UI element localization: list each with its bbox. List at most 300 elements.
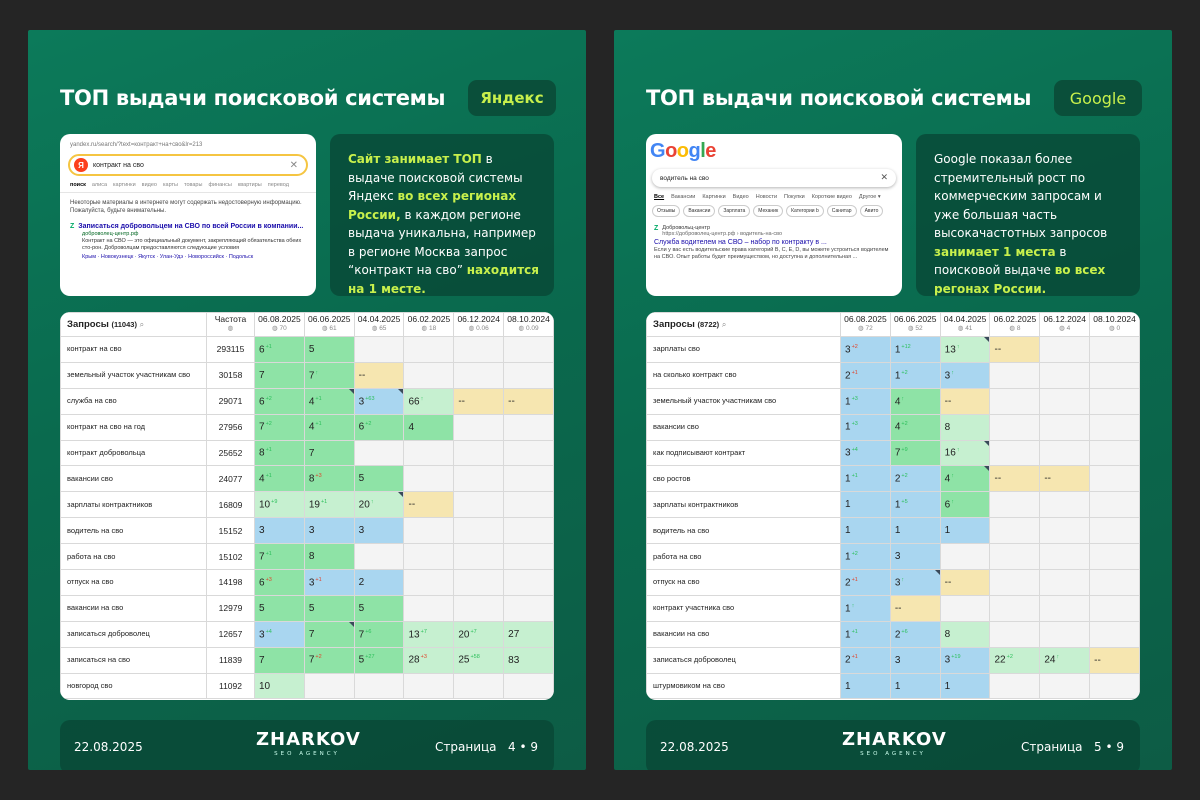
position-cell xyxy=(1040,414,1090,440)
description-text: Google показал более стремительный рост по коммерческим запросам и уже большая часть высокачастотных запросов xyxy=(934,152,1108,240)
engine-badge-yandex: Яндекс xyxy=(468,80,556,116)
query-cell: работа на сво xyxy=(61,544,207,570)
visibility-value: ◍ 52 xyxy=(907,325,923,332)
visibility-value: ◍ 8 xyxy=(1009,325,1021,332)
engine-badge-google: Google xyxy=(1054,80,1142,116)
position-cell xyxy=(841,440,891,466)
position-change: +3 xyxy=(315,473,322,480)
query-cell: контракт участника сво xyxy=(647,595,841,621)
description-text: в каждом регионе выдача уникальна, например в регионе Москва запрос “контракт на сво” xyxy=(348,207,536,277)
position-cell xyxy=(404,544,454,570)
serp-tab: Короткие видео xyxy=(811,194,852,200)
table-row xyxy=(61,414,554,440)
position-cell xyxy=(990,673,1040,699)
position-cell xyxy=(304,337,354,363)
table-body xyxy=(61,337,554,699)
position-value: -- xyxy=(944,576,952,588)
date-label: 06.06.2025 xyxy=(307,314,351,324)
position-value: 25 xyxy=(458,654,470,666)
logo-text: ZHARKOV xyxy=(842,729,947,750)
position-cell xyxy=(354,414,404,440)
visibility-value: ◍ 72 xyxy=(858,325,873,332)
serp-query: водитель на сво xyxy=(660,174,709,182)
position-cell xyxy=(304,518,354,544)
position-value: -- xyxy=(358,369,366,381)
position-value: 7 xyxy=(308,370,315,381)
position-cell xyxy=(940,673,990,699)
position-value: -- xyxy=(508,395,515,407)
position-value: 7 xyxy=(259,551,265,563)
position-cell xyxy=(255,595,305,621)
position-change: ↑ xyxy=(951,499,954,506)
position-cell xyxy=(990,647,1040,673)
position-cell xyxy=(1090,621,1140,647)
visibility-value: ◍ 0 xyxy=(1109,325,1121,332)
position-change: +9 xyxy=(271,499,278,506)
table-row xyxy=(61,621,554,647)
position-change: +7 xyxy=(470,628,477,635)
position-value: 4 xyxy=(308,421,315,433)
date-label: 04.04.2025 xyxy=(943,314,987,324)
query-cell: отпуск на сво xyxy=(61,570,207,596)
query-cell: водитель на сво xyxy=(61,518,207,544)
page-separator: • xyxy=(1105,740,1113,754)
position-value: 1 xyxy=(845,421,851,433)
position-change: +1 xyxy=(320,499,328,506)
position-cell xyxy=(890,570,940,596)
position-value: 2 xyxy=(894,628,901,640)
date-label: 06.12.2024 xyxy=(1043,314,1086,324)
result-title-text: Записаться добровольцем на СВО по всей России в компании... xyxy=(78,223,304,230)
queries-count: (11043) xyxy=(111,320,137,329)
position-change: ↑ xyxy=(1056,654,1060,661)
position-value: 8 xyxy=(308,473,315,485)
position-cell xyxy=(454,362,504,388)
frequency-cell: 30158 xyxy=(207,362,255,388)
page-number: 4 xyxy=(507,740,516,754)
position-change: +6 xyxy=(901,628,908,635)
serp-chip: Зарплата xyxy=(718,205,750,217)
zharkov-logo xyxy=(842,729,947,757)
position-change: ↑ xyxy=(851,602,855,609)
position-value: 2 xyxy=(845,577,851,589)
position-change: +2 xyxy=(365,421,372,428)
position-cell xyxy=(1090,647,1140,673)
date-header xyxy=(990,313,1040,337)
position-cell xyxy=(940,544,990,570)
position-cell xyxy=(255,440,305,466)
position-value: 4 xyxy=(944,473,951,485)
position-value: 3 xyxy=(259,628,265,640)
position-cell xyxy=(354,673,404,699)
position-value: -- xyxy=(458,395,465,407)
query-cell: вакансии сво xyxy=(647,414,841,440)
position-cell xyxy=(504,466,554,492)
position-value: 3 xyxy=(845,447,851,459)
report-date: 22.08.2025 xyxy=(660,740,729,754)
serp-result-links: Крым · Новокузнецк · Якутск · Улан-Удэ · Новороссийск · Подольск xyxy=(82,254,254,260)
position-cell xyxy=(454,492,504,518)
date-label: 06.02.2025 xyxy=(407,314,451,324)
highlight-text: во всех регонах России. xyxy=(934,263,1106,296)
table-row xyxy=(61,595,554,621)
position-cell xyxy=(990,414,1040,440)
position-value: 3 xyxy=(894,551,901,563)
position-cell xyxy=(404,440,454,466)
position-change: +1 xyxy=(851,576,858,583)
position-value: 7 xyxy=(308,447,315,459)
position-value: 4 xyxy=(308,395,315,407)
position-value: 7 xyxy=(259,654,265,666)
query-cell: работа на сво xyxy=(647,544,841,570)
position-cell xyxy=(1040,440,1090,466)
position-change: +3 xyxy=(851,421,858,428)
position-value: 20 xyxy=(358,499,370,511)
position-value: 7 xyxy=(308,654,315,666)
position-value: 1 xyxy=(845,680,851,692)
position-value: 4 xyxy=(408,421,415,433)
position-cell xyxy=(304,362,354,388)
serp-result-title xyxy=(60,215,316,230)
yandex-logo-icon: Я xyxy=(74,158,88,172)
position-value: 1 xyxy=(845,525,851,537)
visibility-value: ◍ 0.06 xyxy=(468,325,489,332)
position-value: 5 xyxy=(358,602,365,614)
page-title: ТОП выдачи поисковой системы xyxy=(646,86,1032,110)
position-value: 28 xyxy=(408,654,420,666)
frequency-cell: 29071 xyxy=(207,388,255,414)
serp-tab: карты xyxy=(163,182,178,188)
position-change: +2 xyxy=(1006,654,1013,661)
position-cell xyxy=(304,414,354,440)
table-row xyxy=(61,466,554,492)
table-row xyxy=(61,337,554,363)
position-change: +5 xyxy=(901,499,908,506)
position-cell xyxy=(841,466,891,492)
serp-warning-note: Некоторые материалы в интернете могут содержать недостоверную информацию. Пожалуйста, будьте внимательны. xyxy=(70,200,302,214)
position-cell xyxy=(841,492,891,518)
table-row xyxy=(61,647,554,673)
position-cell xyxy=(354,388,404,414)
page-title: ТОП выдачи поисковой системы xyxy=(60,86,446,110)
visibility-value: ◍ 70 xyxy=(272,325,287,332)
frequency-cell: 24077 xyxy=(207,466,255,492)
position-cell xyxy=(890,466,940,492)
frequency-header xyxy=(207,313,255,337)
serp-tab: Все xyxy=(654,194,665,200)
position-value: 5 xyxy=(358,473,365,485)
position-value: 7 xyxy=(308,628,315,640)
date-header xyxy=(841,313,891,337)
position-cell xyxy=(504,621,554,647)
search-icon[interactable]: ⌕ xyxy=(139,320,145,329)
clear-icon: ✕ xyxy=(880,172,888,182)
frequency-cell: 11092 xyxy=(207,673,255,699)
position-cell xyxy=(841,673,891,699)
position-cell xyxy=(404,466,454,492)
position-value: 3 xyxy=(944,654,951,666)
position-change: +3 xyxy=(420,654,427,661)
queries-header xyxy=(647,313,841,337)
position-value: 8 xyxy=(308,551,315,563)
page-footer xyxy=(60,720,554,770)
visibility-value: ◍ 61 xyxy=(321,325,337,332)
position-change: +3 xyxy=(851,395,858,402)
queries-count: (8722) xyxy=(697,320,720,329)
position-cell xyxy=(940,337,990,363)
position-change: +4 xyxy=(851,447,858,454)
position-change: +2 xyxy=(851,343,858,350)
position-change: +7 xyxy=(420,628,427,635)
table-row xyxy=(61,440,554,466)
position-cell xyxy=(255,414,305,440)
position-cell xyxy=(504,544,554,570)
position-cell xyxy=(454,414,504,440)
position-cell xyxy=(354,544,404,570)
table-body xyxy=(647,337,1140,699)
table-row xyxy=(647,337,1140,363)
frequency-cell: 11839 xyxy=(207,647,255,673)
serp-tab: поиск xyxy=(70,182,86,188)
query-cell: записаться доброволец xyxy=(61,621,207,647)
logo-subtitle: SEO AGENCY xyxy=(860,751,926,757)
serp-tab: Вакансии xyxy=(671,194,696,200)
serp-tab: финансы xyxy=(208,182,232,188)
position-cell xyxy=(404,362,454,388)
position-change: +1 xyxy=(851,369,858,376)
query-cell: как подписывают контракт xyxy=(647,440,841,466)
serp-chip: Отзывы xyxy=(652,205,680,217)
serp-tab: квартиры xyxy=(237,182,262,188)
page-label: Страница xyxy=(435,740,497,754)
visibility-value: ◍ 18 xyxy=(421,325,437,332)
position-cell xyxy=(1040,621,1090,647)
position-value: 6 xyxy=(259,344,265,356)
position-value: 7 xyxy=(259,421,265,433)
position-cell xyxy=(255,518,305,544)
position-cell xyxy=(404,595,454,621)
position-value: 7 xyxy=(894,447,901,459)
position-change: +2 xyxy=(265,395,272,402)
frequency-cell: 14198 xyxy=(207,570,255,596)
position-value: 5 xyxy=(308,343,315,355)
position-cell xyxy=(990,570,1040,596)
position-cell xyxy=(841,362,891,388)
position-cell xyxy=(404,492,454,518)
position-cell xyxy=(304,570,354,596)
table-row xyxy=(647,414,1140,440)
position-cell xyxy=(990,595,1040,621)
position-cell xyxy=(454,544,504,570)
position-cell xyxy=(304,673,354,699)
page-footer xyxy=(646,720,1140,770)
table-row xyxy=(647,595,1140,621)
position-value: 3 xyxy=(259,525,265,537)
search-icon[interactable]: ⌕ xyxy=(721,320,727,329)
query-cell: контракт на сво xyxy=(61,337,207,363)
position-cell xyxy=(940,388,990,414)
position-change: ↑ xyxy=(951,473,954,480)
position-cell xyxy=(354,362,404,388)
position-change: ↑ xyxy=(956,343,960,350)
position-cell xyxy=(890,440,940,466)
page-separator: • xyxy=(519,740,527,754)
position-value: 6 xyxy=(358,421,365,433)
position-cell xyxy=(841,570,891,596)
page-total: 9 xyxy=(530,740,538,754)
position-cell xyxy=(890,647,940,673)
position-change: +2 xyxy=(901,473,908,480)
description-text: в поисковой выдаче xyxy=(934,244,1067,277)
queries-header xyxy=(61,313,207,337)
position-cell xyxy=(304,492,354,518)
table-row xyxy=(647,570,1140,596)
date-label: 04.04.2025 xyxy=(357,314,401,324)
date-header xyxy=(504,313,554,337)
position-cell xyxy=(1040,362,1090,388)
date-header xyxy=(1090,313,1140,337)
google-serp-screenshot xyxy=(646,134,902,296)
position-cell xyxy=(304,595,354,621)
date-label: 06.12.2024 xyxy=(457,314,500,324)
table-row xyxy=(647,544,1140,570)
position-cell xyxy=(890,362,940,388)
position-cell xyxy=(504,362,554,388)
position-cell xyxy=(940,570,990,596)
query-cell: служба на сво xyxy=(61,388,207,414)
serp-result-title: Служба водителем на СВО – набор по контракту в ... xyxy=(654,239,827,246)
table-row xyxy=(647,647,1140,673)
position-change: ↑ xyxy=(956,447,960,454)
position-cell xyxy=(940,621,990,647)
position-change: +63 xyxy=(365,395,375,402)
position-cell xyxy=(940,440,990,466)
position-cell xyxy=(255,673,305,699)
result-site-name: Добровольц-центр xyxy=(662,225,711,231)
position-change: ↑ xyxy=(901,576,905,583)
serp-query: контракт на сво xyxy=(93,161,144,169)
position-change: +1 xyxy=(265,550,272,557)
serp-chip: Механик xyxy=(753,205,783,217)
position-value: 83 xyxy=(508,654,520,666)
query-cell: зарплаты контрактников xyxy=(647,492,841,518)
table-row xyxy=(647,492,1140,518)
position-cell xyxy=(1040,570,1090,596)
position-cell xyxy=(504,595,554,621)
position-value: 13 xyxy=(944,344,956,356)
position-value: -- xyxy=(994,473,1002,485)
frequency-cell: 12979 xyxy=(207,595,255,621)
position-cell xyxy=(404,337,454,363)
table-row xyxy=(647,362,1140,388)
frequency-cell: 293115 xyxy=(207,337,255,363)
position-change: +2 xyxy=(265,421,272,428)
position-cell xyxy=(255,492,305,518)
page-number: 5 xyxy=(1093,740,1102,754)
visibility-value: ◍ 41 xyxy=(957,325,973,332)
position-value: 3 xyxy=(358,395,365,407)
highlight-text: Сайт занимает ТОП xyxy=(348,152,482,166)
frequency-cell: 12657 xyxy=(207,621,255,647)
position-value: 13 xyxy=(408,628,420,640)
position-value: 1 xyxy=(845,395,851,407)
position-change: +2 xyxy=(901,421,908,428)
position-cell xyxy=(890,673,940,699)
position-cell xyxy=(404,673,454,699)
position-cell xyxy=(354,466,404,492)
position-cell xyxy=(841,337,891,363)
position-cell xyxy=(990,466,1040,492)
query-cell: контракт на сво на год xyxy=(61,414,207,440)
position-value: 2 xyxy=(845,654,851,666)
site-favicon-icon: Z xyxy=(654,225,659,232)
position-change: +2 xyxy=(901,369,908,376)
table-row xyxy=(647,440,1140,466)
serp-chip: Санитар xyxy=(827,205,857,217)
description-box xyxy=(916,134,1140,296)
table-row xyxy=(647,621,1140,647)
date-header xyxy=(404,313,454,337)
position-cell xyxy=(890,595,940,621)
serp-tab: Видео xyxy=(732,194,749,200)
position-value: -- xyxy=(894,602,902,614)
position-change: +27 xyxy=(365,654,375,661)
position-value: 7 xyxy=(358,628,365,640)
position-cell xyxy=(454,595,504,621)
position-cell xyxy=(354,621,404,647)
google-logo: Google xyxy=(650,140,716,162)
position-cell xyxy=(504,570,554,596)
report-page-google xyxy=(614,30,1172,770)
position-cell xyxy=(304,466,354,492)
table-row xyxy=(61,362,554,388)
position-change: ↑ xyxy=(315,369,319,376)
position-cell xyxy=(354,337,404,363)
position-cell xyxy=(841,621,891,647)
position-change: ↑ xyxy=(951,369,954,376)
position-value: 6 xyxy=(259,395,265,407)
frequency-cell: 27956 xyxy=(207,414,255,440)
table-row xyxy=(61,673,554,699)
serp-tab: картинки xyxy=(113,182,136,188)
position-cell xyxy=(454,673,504,699)
position-cell xyxy=(1090,544,1140,570)
description-box xyxy=(330,134,554,296)
position-change: +1 xyxy=(265,473,272,480)
position-value: 1 xyxy=(894,680,901,692)
serp-chip: Авито xyxy=(860,205,884,217)
position-value: 1 xyxy=(944,525,951,537)
position-cell xyxy=(404,414,454,440)
position-cell xyxy=(404,388,454,414)
position-value: 10 xyxy=(259,499,271,511)
position-change: +6 xyxy=(365,628,372,635)
position-cell xyxy=(255,362,305,388)
date-label: 08.10.2024 xyxy=(1093,314,1136,324)
position-cell xyxy=(1090,570,1140,596)
table-row xyxy=(647,673,1140,699)
position-cell xyxy=(940,647,990,673)
table-row xyxy=(61,492,554,518)
serp-result-desc: Если у вас есть водительские права категорий B, C, E, D, вы можете устроиться водителем на СВО. Опыт работы будет преимуществом, но доступна и дополнительная ... xyxy=(654,247,889,260)
date-label: 06.08.2025 xyxy=(258,314,301,324)
position-cell xyxy=(841,595,891,621)
page-total: 9 xyxy=(1116,740,1124,754)
position-cell xyxy=(990,362,1040,388)
query-cell: вакансии на сво xyxy=(647,621,841,647)
position-cell xyxy=(1040,388,1090,414)
table-row xyxy=(647,388,1140,414)
